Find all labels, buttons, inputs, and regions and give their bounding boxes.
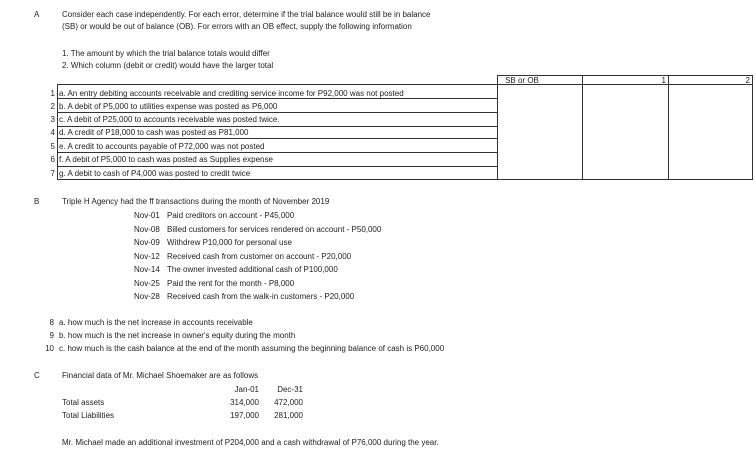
row-line [57, 126, 497, 127]
row-label-total-assets: Total assets [62, 398, 105, 407]
row-number: 2 [50, 102, 55, 111]
col-line [582, 75, 583, 180]
transaction-date: Nov-12 [134, 252, 160, 261]
table-bottom-border [57, 179, 753, 180]
transaction-date: Nov-08 [134, 225, 160, 234]
transaction-date: Nov-09 [134, 238, 160, 247]
col-line [668, 75, 669, 180]
row-number: 3 [50, 115, 55, 124]
table-row-text: b. A debit of P5,000 to utilities expense was posted as P6,000 [59, 102, 278, 111]
transaction-date: Nov-25 [134, 279, 160, 288]
row-line [57, 152, 497, 153]
section-c-intro: Financial data of Mr. Michael Shoemaker are as follows [62, 371, 259, 380]
column-header-jan: Jan-01 [234, 385, 259, 394]
question-text: b. how much is the net increase in owner's equity during the month [59, 331, 296, 340]
section-c-letter: C [34, 371, 40, 380]
transaction-desc: Billed customers for services rendered on account - P50,000 [167, 225, 382, 234]
transaction-desc: Received cash from the walk-in customers - P20,000 [167, 292, 355, 301]
transaction-desc: Paid the rent for the month - P8,000 [167, 279, 295, 288]
question-text: c. how much is the cash balance at the end of the month assuming the beginning balance of cash is P60,000 [59, 344, 445, 353]
row-line [57, 112, 497, 113]
table-row-text: a. An entry debiting accounts receivable and crediting service income for P92,000 was not posted [59, 89, 404, 98]
section-a-question-1: 1. The amount by which the trial balance totals would differ [62, 49, 270, 58]
row-number: 6 [50, 155, 55, 164]
section-c-note: Mr. Michael made an additional investment of P204,000 and a cash withdrawal of P76,000 during the year. [62, 438, 439, 447]
question-number: 10 [45, 344, 54, 353]
col-line [497, 75, 498, 180]
value-cell: 472,000 [274, 398, 303, 407]
value-cell: 314,000 [230, 398, 259, 407]
row-line [57, 166, 497, 167]
header-sb-or-ob: SB or OB [505, 76, 539, 85]
section-a-question-2: 2. Which column (debit or credit) would have the larger total [62, 61, 274, 70]
header-col-2: 2 [745, 76, 750, 85]
col-line [57, 84, 58, 180]
row-line [57, 138, 497, 139]
row-number: 1 [50, 89, 55, 98]
table-row-text: d. A credit of P18,000 to cash was posted as P81,000 [59, 128, 249, 137]
question-number: 8 [49, 318, 54, 327]
table-row-text: c. A debit of P25,000 to accounts receivable was posted twice. [59, 115, 280, 124]
section-b-intro: Triple H Agency had the ff transactions during the month of November 2019 [62, 197, 330, 206]
table-row-text: f. A debit of P5,000 to cash was posted as Supplies expense [59, 155, 273, 164]
value-cell: 197,000 [230, 411, 259, 420]
row-line [57, 98, 497, 99]
table-row-text: e. A credit to accounts payable of P72,000 was not posted [59, 142, 265, 151]
row-label-total-liabilities: Total Liabilities [62, 411, 115, 420]
row-number: 5 [50, 142, 55, 151]
transaction-desc: The owner invested additional cash of P100,000 [167, 265, 338, 274]
transaction-date: Nov-14 [134, 265, 160, 274]
section-a-letter: A [34, 10, 40, 19]
table-row-text: g. A debit to cash of P4,000 was posted to credit twice [59, 169, 251, 178]
question-text: a. how much is the net increase in accounts receivable [59, 318, 253, 327]
transaction-desc: Paid creditors on account - P45,000 [167, 211, 295, 220]
row-number: 7 [50, 169, 55, 178]
section-a-intro-line2: (SB) or would be out of balance (OB). For errors with an OB effect, supply the following information [62, 22, 412, 31]
section-b-letter: B [34, 197, 40, 206]
value-cell: 281,000 [274, 411, 303, 420]
transaction-date: Nov-28 [134, 292, 160, 301]
header-col-1: 1 [661, 76, 666, 85]
transaction-desc: Withdrew P10,000 for personal use [167, 238, 292, 247]
section-a-intro-line1: Consider each case independently. For each error, determine if the trial balance would still be in balance [62, 10, 431, 19]
column-header-dec: Dec-31 [277, 385, 303, 394]
transaction-desc: Received cash from customer on account - P20,000 [167, 252, 352, 261]
row-number: 4 [50, 128, 55, 137]
transaction-date: Nov-01 [134, 211, 160, 220]
question-number: 9 [49, 331, 54, 340]
col-line [752, 75, 753, 180]
